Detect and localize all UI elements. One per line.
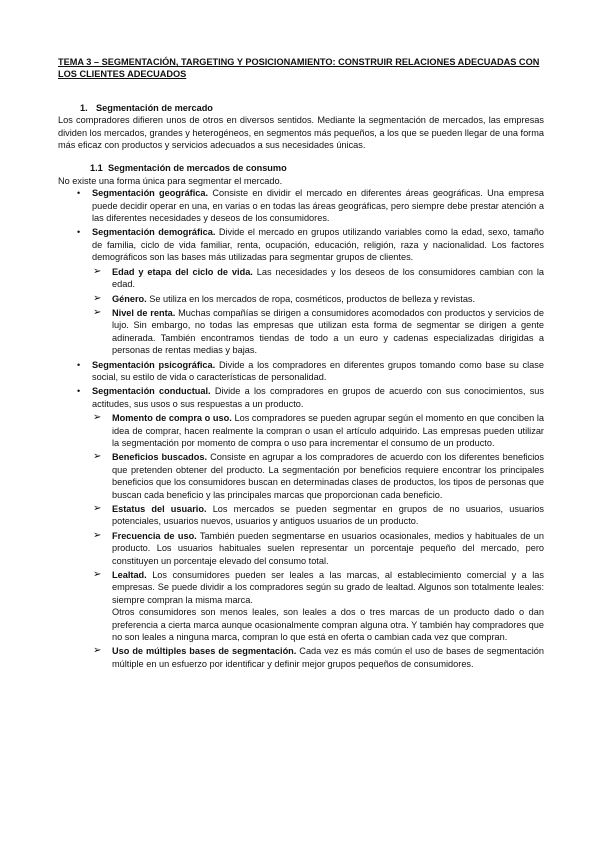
term: Edad y etapa del ciclo de vida. [112,266,253,277]
description: Los consumidores pueden ser leales a las marcas, al establecimiento comercial y a las empresas. Se puede dividir a los compradores según su grado de lealtad. Algunos son totalmente leales: siempre compran la misma marca. [112,570,544,605]
sublist-item [92,569,544,643]
list-item-psicografica [58,359,544,384]
description: Muchas compañías se dirigen a consumidores acomodados con productos y servicios de lujo. Sin embargo, no todas las empresas que utilizan esta forma de segmentar se dirigen a gente adinerada. También encontramos tiendas de todo a un euro y cadenas especializadas dirigidas a personas de rentas medias y bajas. [112,307,544,356]
arrow-bullet-icon: ➢ [93,569,102,581]
section-heading [80,102,544,114]
arrow-bullet-icon: ➢ [93,292,102,304]
term: Segmentación conductual. [92,386,211,397]
term: Segmentación psicográfica. [92,359,216,370]
description: Cada vez es más común el uso de bases de segmentación múltiple en un esfuerzo por identificar y definir mejor grupos pequeños de consumidores. [112,646,544,669]
subsection-number: 1.1 [90,163,103,174]
arrow-bullet-icon: ➢ [93,265,102,277]
description: Consiste en agrupar a los compradores de acuerdo con los diferentes beneficios que pretenden obtener del producto. La segmentación por beneficios requiere encontrar los principales beneficios que los consumidores buscan en determinadas clases de productos, los tipos de personas que buscan cada beneficio y las principales marcas que proporcionan cada beneficio. [112,452,544,500]
term: Lealtad. [112,570,147,581]
list-item-conductual [58,385,544,670]
document-title: TEMA 3 – SEGMENTACIÓN, TARGETING Y POSICIONAMIENTO: CONSTRUIR RELACIONES ADECUADAS CON LOS CLIENTES ADECUADOS [58,57,540,80]
term: Segmentación demográfica. [92,227,216,238]
subsection-heading-text: Segmentación de mercados de consumo [108,163,287,174]
sublist-item [92,293,544,305]
section-heading-text: Segmentación de mercado [96,102,213,113]
description: Los compradores se pueden agrupar según el momento en que conciben la idea de comprar, hacen realmente la compran o usan el artículo adquirido. Las empresas pueden utilizar la segmentación por momento de compra o uso para incrementar el consumo de un producto. [112,413,544,448]
sublist-item [92,645,544,670]
continuation-paragraph: Otros consumidores son menos leales, son leales a dos o tres marcas de un producto dado o dan preferencia a cierta marca aunque ocasionalmente compran alguna otra. Y también hay compradores que no son leales a ninguna marca, compran lo que está en oferta o cambian cada vez que compran. [112,607,544,643]
section-paragraph: Los compradores difieren unos de otros en diversos sentidos. Mediante la segmentación de mercados, las empresas dividen los mercados, grandes y heterogéneos, en segmentos más pequeños, a los que se pueden llegar de una forma más eficaz con productos y servicios adecuados a sus necesidades únicas. [58,115,544,151]
bullet-icon: • [77,386,81,397]
term: Momento de compra o uso. [112,413,232,424]
description: Divide a los compradores en diferentes grupos tomando como base su clase social, su estilo de vida o características de personalidad. [92,359,544,382]
segmentation-list [58,187,544,670]
term: Nivel de renta. [112,307,176,318]
arrow-bullet-icon: ➢ [93,412,102,424]
description: Se utiliza en los mercados de ropa, cosméticos, productos de belleza y revistas. [146,293,476,304]
description: Los mercados se pueden segmentar en grupos de no usuarios, usuarios potenciales, usuarios nuevos, usuarios y antiguos usuarios de un producto. [112,504,544,527]
subsection-intro: No existe una forma única para segmentar el mercado. [58,175,283,186]
description: También pueden segmentarse en usuarios ocasionales, medios y habituales de un producto. Los usuarios habituales suelen representar un porcentaje pequeño del mercado, pero constituyen un porcentaje elevado del consumo total. [112,530,544,566]
description: Divide el mercado en grupos utilizando variables como la edad, sexo, tamaño de familia, ciclo de vida familiar, renta, ocupación, educación, religión, raza y nacionalidad. Los factores demográficos son las bases más utilizadas para segmentar grupos de clientes. [92,227,544,263]
arrow-bullet-icon: ➢ [93,503,102,514]
term: Estatus del usuario. [112,504,207,514]
term: Género. [112,293,147,304]
list-item-demografica [58,226,544,356]
list-item-geografica [58,187,544,224]
description: Consiste en dividir el mercado en diferentes áreas geográficas. Una empresa puede decidir operar en una, en varias o en todas las áreas geográficas, pero siempre debe prestar atención a las diferentes necesidades y deseos de los consumidores. [92,188,544,224]
demografica-sublist [92,266,544,357]
sublist-item [92,530,544,567]
arrow-bullet-icon: ➢ [93,451,102,463]
subsection-heading [90,162,544,174]
arrow-bullet-icon: ➢ [93,529,102,541]
conductual-sublist [92,412,544,670]
bullet-icon: • [77,359,81,370]
term: Frecuencia de uso. [112,530,197,541]
sublist-item [92,307,544,357]
sublist-item [92,451,544,501]
sublist-item [92,412,544,449]
description: Divide a los compradores en grupos de acuerdo con sus conocimientos, sus actitudes, sus usos o sus respuestas a un producto. [92,386,544,409]
arrow-bullet-icon: ➢ [93,645,102,657]
term: Beneficios buscados. [112,452,208,463]
sublist-item [92,503,544,528]
arrow-bullet-icon: ➢ [93,306,102,318]
term: Segmentación geográfica. [92,188,209,199]
term: Uso de múltiples bases de segmentación. [112,646,297,657]
section-number: 1. [80,102,88,113]
description: Las necesidades y los deseos de los consumidores cambian con la edad. [112,266,544,290]
sublist-item [92,266,544,291]
bullet-icon: • [77,227,81,238]
bullet-icon: • [77,188,81,199]
